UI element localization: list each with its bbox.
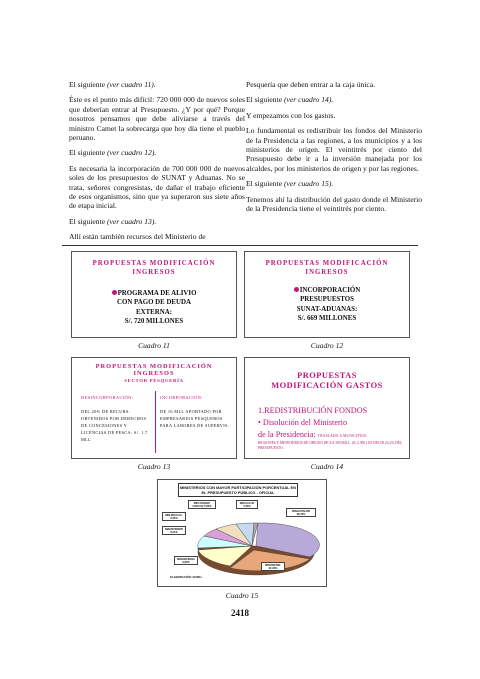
chart-label: MIN.SALUD 5,33% [236, 500, 258, 509]
paragraph: Éste es el punto más difícil: 720 000 000 de nuevos soles que deberían entrar al Presupuesto. ¿Y por qué? Porque nosotros pensamos que debe aliviarse a través del ministro Camet la sobrecarga que hoy día tiene el pueblo peruano. [69, 95, 245, 143]
section-divider [62, 245, 418, 246]
list-item: 1.REDISTRIBUCIÓN FONDOS [258, 406, 368, 415]
caption-cuadro-11: Cuadro 11 [138, 341, 170, 350]
slide-title: PROPUESTAS MODIFICACIÓN INGRESOS [95, 363, 213, 378]
slide-title: PROPUESTAS MODIFICACIÓN INGRESOS [265, 260, 389, 276]
paragraph: El siguiente (ver cuadro 15). [246, 179, 334, 189]
chart-label: MIN.TRANSP. COM.VIV 5,85% [188, 500, 216, 509]
right-column [246, 80, 422, 219]
paragraph: Es necesaria la incorporación de 700 000 000 de nuevos soles de los presupuestos de SUNAT y Aduanas. No se trata, señores congresistas, de dañar el trabajo eficiente de esos organismos, sino que ya superaron sus siete años de etapa inicial. [69, 163, 245, 211]
list-item: de la Presidencia: TRASLADO A MUNICIPIOS, [258, 430, 368, 439]
page-number: 2418 [231, 608, 249, 618]
paragraph: Pesquería que deben entrar a la caja única. [246, 80, 376, 89]
chart-label: MIN.DEFENSA 9,69% [174, 556, 198, 565]
paragraph: Lo fundamental es redistribuir los fondos del Ministerio de la Presidencia a las regiones, a los municipios y a los ministerios de origen. El veintitrés por ciento del Presupuesto debe ir a la inversión manejada por los alcaldes, por los ministerios de origen y por las regiones. [246, 126, 422, 173]
cuadro-14-slide [244, 357, 410, 459]
slide-subtitle: SECTOR PESQUERÍA [124, 378, 184, 383]
cuadro-13-slide [71, 357, 237, 459]
caption-cuadro-14: Cuadro 14 [310, 462, 344, 471]
paragraph: El siguiente (ver cuadro 12). [69, 148, 157, 158]
column-divider [155, 391, 156, 453]
paragraph: Tenemos ahí la distribución del gasto donde el Ministerio de la Presidencia tiene el veintitrés por ciento. [246, 194, 422, 214]
paragraph: El siguiente (ver cuadro 14). [246, 95, 334, 105]
paragraph: Allí están también recursos del Ministerio de [69, 232, 206, 242]
chart-footer: ELABORACIÓN: SOMLL [170, 575, 203, 579]
caption-cuadro-13: Cuadro 13 [137, 462, 171, 471]
slide-title: PROPUESTAS MODIFICACIÓN INGRESOS [92, 260, 216, 276]
caption-cuadro-15: Cuadro 15 [225, 591, 259, 600]
cuadro-12-slide [244, 251, 410, 338]
list-note: REGIONES Y MINISTERIOS DE ORIGEN DE S/4.390 MILL. (S/.2.390 ) ES DECIR 22,2% DEL PRESUPUESTO. [258, 441, 402, 450]
chart-label: MIN.ECON.FIN 38,79% [286, 508, 316, 517]
paragraph: El siguiente (ver cuadro 11). [69, 80, 156, 89]
slide-title: PROPUESTAS MODIFICACIÓN GASTOS [271, 371, 383, 390]
column-text: DE 16 MLL APORTADO POR EMPRESARIOS PESQUEROS PARA LABORES DE SUPERVIS. [160, 409, 230, 428]
paragraph: El siguiente (ver cuadro 13). [69, 216, 157, 226]
column-heading: DESINCORPORACIÓN: [81, 395, 134, 400]
chart-label: MIN.EDUCAC. 3,65% [162, 512, 186, 521]
list-item: • Disolución del Ministerio [258, 418, 348, 427]
column-heading: INCORPORACIÓN: [160, 395, 203, 400]
chart-label: MIN.PRESID. 22,22% [261, 562, 285, 571]
chart-label: MIN.INTERIOR 8,31% [162, 526, 186, 535]
column-text: DEL 20% DE RECURS. OBTENIDOS POR DERECHOS DE CONCESIONES Y LICENCIAS DE PESCA: S/. 1.7 MLL [81, 409, 148, 442]
cuadro-11-slide [71, 251, 237, 338]
slide-body: PROGRAMA DE ALIVIO CON PAGO DE DEUDA EXTERNA: S/. 720 MILLONES [72, 289, 236, 326]
paragraph: Y empezamos con los gastos. [246, 110, 336, 120]
bullet-icon [294, 287, 299, 292]
caption-cuadro-12: Cuadro 12 [310, 341, 344, 350]
cuadro-15-slide [157, 479, 327, 587]
slide-body: INCORPORACIÓN PRESUPUESTOS SUNAT-ADUANAS: S/. 669 MILLONES [245, 286, 409, 323]
chart-title: MINISTERIOS CON MAYOR PARTICIPACIÓN PORCENTUAL EN EL PRESUPUESTO PÚBLICO - OFICIAL [178, 483, 298, 497]
left-column [69, 80, 245, 248]
bullet-icon [112, 290, 117, 295]
